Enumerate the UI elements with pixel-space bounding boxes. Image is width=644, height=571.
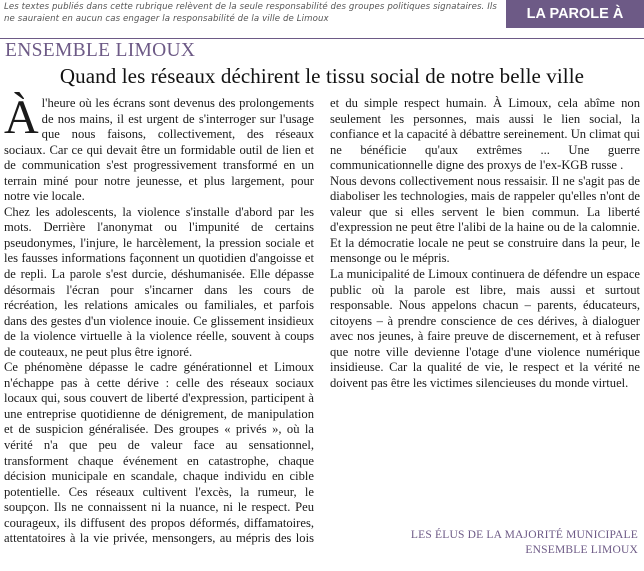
- rubric-badge: LA PAROLE À: [506, 0, 644, 28]
- article-paragraph: Ce phénomène dépasse le cadre générationnel et Limoux n'échappe pas à cette dérive : celle des réseaux sociaux locaux qui, sous couvert de liberté d'expression, participent à une entreprise quotidienne de dénigrement, de manipulation et de suspicion généralisée. Des groupes « privés », où la vérité n'a que peu de valeur face au sensationnel, transforment chaque événement en catastrophe, chaque décision municipale en scandale, chaque individu en cible potentielle. Ces réseaux cultivent l'excès, la rumeur, le soupçon. Ils ne connaissent ni la nuance, ni le respect. Peu courageux, ils diffusent des propos déformés, diffamatoires, attentatoires à la vie privée, mensongers, au mépris des lois et du simple respect humain. À Limoux, cela abîme non seulement les personnes, mais aussi le lien social, la confiance et la capacité à débattre sereinement. Un climat qui ne bénéficie qu'aux extrêmes ... Une guerre communicationnelle digne des proxys de l'ex-KGB russe .: [4, 96, 640, 546]
- article-headline: Quand les réseaux déchirent le tissu social de notre belle ville: [59, 64, 585, 88]
- paragraph-text: l'heure où les écrans sont devenus des prolongements de nos mains, il est urgent de s'interroger sur l'usage que nous faisons, collectivement, des réseaux sociaux. Car ce qui devait être un formidable outil de lien et de communication s'est progressivement transformé en un terrain miné pour notre jeunesse, et plus largement, pour notre vie locale.: [4, 96, 314, 204]
- article-paragraph: Nous devons collectivement nous ressaisir. Il ne s'agit pas de diaboliser les technologies, mais de rappeler qu'elles n'ont de valeur que si elles servent le bien commun. La liberté d'expression ne peut être l'alibi de la haine ou de la calomnie. Et la démocratie locale ne peut se construire dans la peur, le mensonge ou le mépris.: [330, 173, 640, 266]
- article-paragraph: La municipalité de Limoux continuera de défendre un espace public où la parole est libre, mais aussi et surtout responsable. Nous appelons chacun – parents, éducateurs, citoyens – à prendre conscience de ces dérives, à dialoguer avec nos jeunes, à faire preuve de discernement, et à refuser que notre ville devienne l'otage d'une violence numérique insidieuse. Car la qualité de vie, le respect et la vérité ne doivent pas être les victimes silencieuses du monde virtuel.: [330, 267, 640, 390]
- drop-cap: À: [4, 91, 39, 144]
- disclaimer-text: Les textes publiés dans cette rubrique relèvent de la seule responsabilité des groupes politiques signataires. Ils ne sauraient en aucun cas engager la responsabilité de la ville de Limoux: [4, 2, 497, 24]
- signature-line: LES ÉLUS DE LA MAJORITÉ MUNICIPALE: [410, 529, 638, 541]
- signature-line: ENSEMBLE LIMOUX: [525, 544, 638, 556]
- article-paragraph: Chez les adolescents, la violence s'installe d'abord par les mots. Derrière l'anonymat ou l'impunité de certains pseudonymes, l'injure, le harcèlement, la pression sociale et les fausses informations façonnent un quotidien d'angoisse et de repli. La parole s'est durcie, déshumanisée. Elle dépasse désormais l'écran pour s'incarner dans les cours de récréation, les relations amicales ou familiales, et parfois dans des gestes d'un violence inouie. Ce glissement insidieux de la violence virtuelle à la violence réelle, souvent à coups de couteaux, ne peut plus être ignoré.: [4, 204, 314, 359]
- section-divider: [0, 38, 644, 39]
- signature: [411, 528, 638, 558]
- political-group-name: ENSEMBLE LIMOUX: [5, 40, 196, 61]
- article-paragraph: [4, 91, 314, 205]
- article-body: [4, 91, 640, 554]
